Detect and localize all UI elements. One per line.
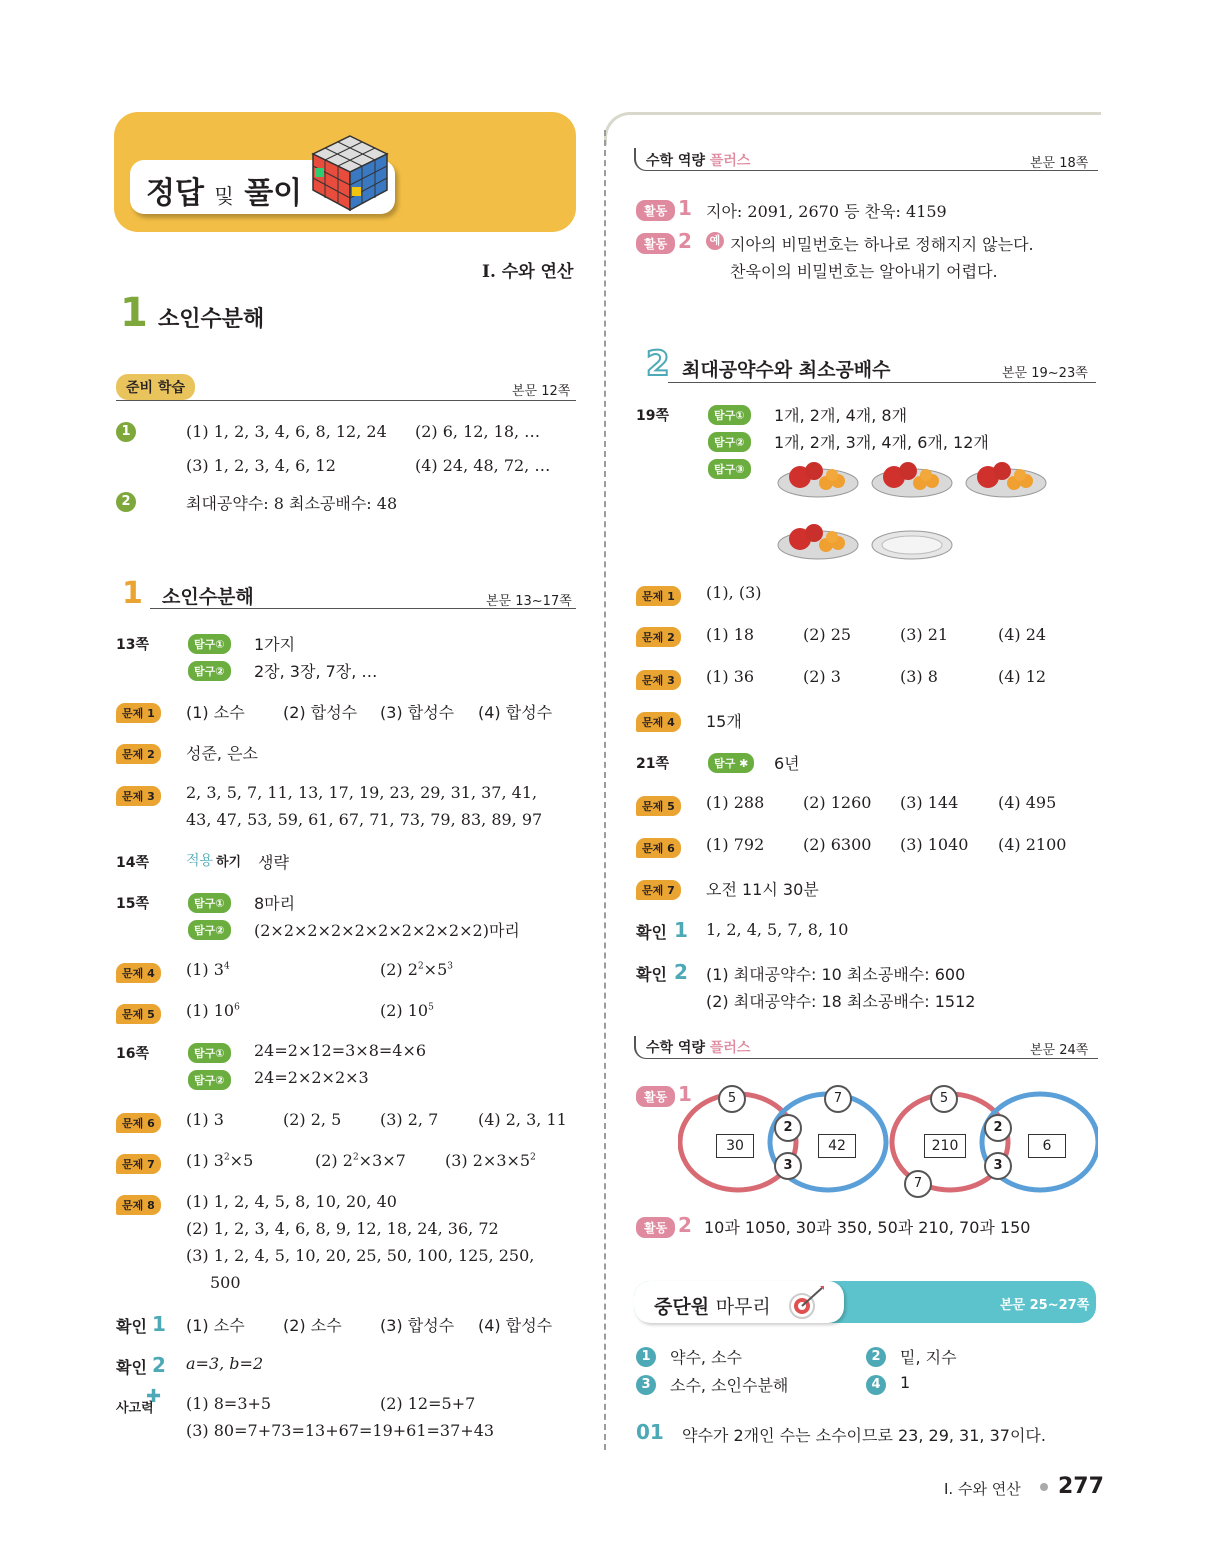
ex6-c: (3) 2, 7	[380, 1110, 439, 1129]
plus-icon: ✚	[146, 1386, 162, 1407]
s2-ex3-d: (4) 12	[998, 667, 1047, 686]
s2-ex2-badge: 문제 2	[636, 627, 681, 647]
check1-c: (3) 합성수	[380, 1316, 455, 1335]
sec2-underline	[668, 382, 1096, 383]
think-b: (2) 12=5+7	[380, 1394, 476, 1413]
ex7-a: (1) $3^2\times 5$	[186, 1151, 254, 1170]
sec2-number: 2	[646, 344, 670, 384]
s2-ex6-c: (3) 1040	[900, 835, 969, 854]
prep-q2: 최대공약수: 8 최소공배수: 48	[186, 494, 398, 513]
think-c: (3) 80=7+73=13+67=19+61=37+43	[186, 1421, 495, 1440]
plate-2	[872, 462, 952, 497]
ex6-d: (4) 2, 3, 11	[478, 1110, 567, 1129]
review-item-4: 1	[900, 1373, 911, 1392]
act2-ans-1: 지아의 비밀번호는 하나로 정해지지 않는다.	[730, 235, 1034, 254]
d1-top-right: 7	[824, 1085, 852, 1113]
s2-ex7-ans: 오전 11시 30분	[706, 880, 819, 899]
s2-check2-num: 2	[674, 960, 688, 984]
tamgu-16-2: 탐구②	[188, 1070, 231, 1090]
plus1-page: 본문 18쪽	[1030, 156, 1089, 171]
ex4-b: (2) $2^2\times 5^3$	[380, 960, 453, 979]
title-part-c: 풀이	[244, 176, 303, 211]
review-num-1: 1	[636, 1347, 656, 1367]
tamgu-15-2: 탐구②	[188, 920, 231, 940]
prep-num-1: 1	[116, 422, 136, 442]
plus2-act1-badge: 활동	[636, 1086, 675, 1107]
check2-ans: a=3, b=2	[186, 1354, 264, 1373]
ex8-c: (3) 1, 2, 4, 5, 10, 20, 25, 50, 100, 125, 250,	[186, 1246, 535, 1265]
prep-page: 본문 12쪽	[512, 384, 571, 399]
tamgu-19-1: 탐구①	[708, 405, 751, 425]
review-num-3: 3	[636, 1375, 656, 1395]
footer-chapter: Ⅰ. 수와 연산	[944, 1480, 1021, 1498]
s2-check1-num: 1	[674, 918, 688, 942]
s2-ex2-a: (1) 18	[706, 625, 755, 644]
s2-ex2-d: (4) 24	[998, 625, 1047, 644]
d1-top-left: 5	[718, 1085, 746, 1113]
ex1-d: (4) 합성수	[478, 703, 553, 722]
example-mark: 예	[706, 232, 724, 250]
d1-mid-2: 3	[774, 1152, 802, 1180]
d2-mid-2: 3	[984, 1152, 1012, 1180]
act1-badge: 활동	[636, 200, 675, 221]
title-part-a: 정답	[146, 176, 204, 211]
s2-ex3-badge: 문제 3	[636, 670, 681, 690]
d2-box-right: 6	[1028, 1134, 1066, 1158]
s2-ex1-ans: (1), (3)	[706, 583, 762, 602]
ex2-badge: 문제 2	[116, 744, 161, 764]
act2-num: 2	[678, 229, 692, 253]
check1-d: (4) 합성수	[478, 1316, 553, 1335]
s2-ex5-badge: 문제 5	[636, 796, 681, 816]
sub1-title: 소인수분해	[162, 586, 254, 608]
d2-top-left: 5	[930, 1085, 958, 1113]
prep-num-2: 2	[116, 492, 136, 512]
s2-check2-ans-1: (1) 최대공약수: 10 최소공배수: 600	[706, 965, 966, 984]
s2-ex4-ans: 15개	[706, 712, 742, 731]
ex8-d: 500	[210, 1273, 241, 1292]
plus2-page: 본문 24쪽	[1030, 1043, 1089, 1058]
check1-label: 확인	[116, 1317, 147, 1336]
ex2-ans: 성준, 은소	[186, 744, 258, 763]
tamgu-19-2-ans: 1개, 2개, 3개, 4개, 6개, 12개	[774, 433, 989, 452]
ex5-b: (2) $10^5$	[380, 1001, 434, 1020]
tamgu-19-1-ans: 1개, 2개, 4개, 8개	[774, 406, 908, 425]
plate-1	[778, 462, 858, 497]
d1-box-left: 30	[716, 1134, 754, 1158]
tamgu-13-2: 탐구②	[188, 661, 231, 681]
ex3-badge: 문제 3	[116, 786, 161, 806]
prep-q1-d: (4) 24, 48, 72, …	[415, 456, 551, 475]
p19-label: 19쪽	[636, 408, 670, 424]
ex7-badge: 문제 7	[116, 1154, 161, 1174]
rubiks-cube-icon	[305, 128, 395, 214]
p15-label: 15쪽	[116, 896, 150, 912]
plus2-tag: 수학 역량 플러스	[646, 1040, 751, 1056]
d2-mid-1: 2	[984, 1114, 1012, 1142]
ex8-a: (1) 1, 2, 4, 5, 8, 10, 20, 40	[186, 1192, 397, 1211]
sub1-underline	[150, 608, 576, 609]
title-part-b: 및	[214, 184, 234, 208]
think-label: 사고력	[116, 1401, 154, 1416]
s2-check2-label: 확인	[636, 965, 667, 984]
plus2-act2-badge: 활동	[636, 1217, 675, 1238]
target-icon	[786, 1284, 826, 1320]
ex6-a: (1) 3	[186, 1110, 224, 1129]
tamgu-21-ans: 6년	[774, 754, 800, 773]
prep-tag: 준비 학습	[116, 374, 195, 400]
check1-a: (1) 소수	[186, 1316, 245, 1335]
s2-check1-label: 확인	[636, 923, 667, 942]
plus1-tag: 수학 역량 플러스	[646, 153, 751, 169]
tamgu-21: 탐구 ✱	[708, 753, 754, 773]
prep-q1-c: (3) 1, 2, 3, 4, 6, 12	[186, 456, 336, 475]
p14-label: 14쪽	[116, 855, 150, 871]
apply-ans: 생략	[258, 853, 289, 872]
tamgu-13-1-ans: 1가지	[254, 635, 296, 654]
check1-b: (2) 소수	[283, 1316, 342, 1335]
d2-box-left: 210	[924, 1134, 966, 1158]
review-item-2: 밑, 지수	[900, 1348, 957, 1367]
sub1-page: 본문 13~17쪽	[486, 594, 572, 609]
plus2-act2-ans: 10과 1050, 30과 350, 50과 210, 70과 150	[704, 1218, 1031, 1237]
d2-bottom-left: 7	[904, 1170, 932, 1198]
tamgu-13-1: 탐구①	[188, 634, 231, 654]
review-item-1: 약수, 소수	[670, 1348, 742, 1367]
tamgu-13-2-ans: 2장, 3장, 7장, …	[254, 662, 378, 681]
think-a: (1) 8=3+5	[186, 1394, 272, 1413]
prep-q1-b: (2) 6, 12, 18, …	[415, 422, 541, 441]
prep-q1-a: (1) 1, 2, 3, 4, 6, 8, 12, 24	[186, 422, 387, 441]
ex4-badge: 문제 4	[116, 963, 161, 983]
ex3-ans-1: 2, 3, 5, 7, 11, 13, 17, 19, 23, 29, 31, 37, 41,	[186, 783, 538, 802]
s2-ex6-a: (1) 792	[706, 835, 765, 854]
ex4-a: (1) $3^4$	[186, 960, 230, 979]
plus2-act2-num: 2	[678, 1213, 692, 1237]
ex1-b: (2) 합성수	[283, 703, 358, 722]
ex3-ans-2: 43, 47, 53, 59, 61, 67, 71, 73, 79, 83, 89, 97	[186, 810, 543, 829]
ex5-badge: 문제 5	[116, 1004, 161, 1024]
check2-label: 확인	[116, 1358, 147, 1377]
s2-ex2-b: (2) 25	[803, 625, 852, 644]
ex7-c: (3) $2\times 3\times 5^2$	[445, 1151, 536, 1170]
s2-ex4-badge: 문제 4	[636, 712, 681, 732]
s2-ex5-c: (3) 144	[900, 793, 959, 812]
prep-underline	[116, 400, 576, 401]
p21-label: 21쪽	[636, 756, 670, 772]
tamgu-15-2-ans: (2×2×2×2×2×2×2×2×2×2)마리	[254, 921, 520, 940]
p13-label: 13쪽	[116, 637, 150, 653]
p16-label: 16쪽	[116, 1046, 150, 1062]
s2-ex2-c: (3) 21	[900, 625, 949, 644]
section1-title: 소인수분해	[158, 307, 265, 332]
s2-ex5-b: (2) 1260	[803, 793, 872, 812]
section1-number: 1	[120, 290, 148, 336]
s2-check2-ans-2: (2) 최대공약수: 18 최소공배수: 1512	[706, 992, 976, 1011]
ex8-b: (2) 1, 2, 3, 4, 6, 8, 9, 12, 18, 24, 36, 72	[186, 1219, 499, 1238]
page-title	[146, 168, 302, 212]
s2-check1-ans: 1, 2, 4, 5, 7, 8, 10	[706, 920, 849, 939]
s2-ex6-badge: 문제 6	[636, 838, 681, 858]
page-number: 277	[1058, 1474, 1104, 1499]
ex5-a: (1) $10^6$	[186, 1001, 240, 1020]
plate-3	[966, 462, 1046, 497]
s2-ex6-b: (2) 6300	[803, 835, 872, 854]
act1-num: 1	[678, 196, 692, 220]
act1-ans: 지아: 2091, 2670 등 찬욱: 4159	[706, 202, 947, 221]
review-page: 본문 25~27쪽	[1000, 1298, 1090, 1313]
column-divider	[604, 130, 606, 1450]
check2-num: 2	[152, 1353, 166, 1377]
sub1-number: 1	[122, 576, 143, 611]
tamgu-16-2-ans: 24=2×2×2×3	[254, 1068, 369, 1087]
ex1-a: (1) 소수	[186, 703, 245, 722]
tamgu-19-2: 탐구②	[708, 432, 751, 452]
fruit-plates-illustration	[774, 455, 1054, 567]
apply-b: 하기	[216, 855, 242, 870]
act2-ans-2: 찬욱이의 비밀번호는 알아내기 어렵다.	[730, 262, 998, 281]
review-num-4: 4	[866, 1375, 886, 1395]
sec2-title: 최대공약수와 최소공배수	[682, 359, 891, 381]
plate-5-empty	[872, 531, 952, 559]
ex6-badge: 문제 6	[116, 1113, 161, 1133]
s2-ex5-d: (4) 495	[998, 793, 1057, 812]
s2-ex3-a: (1) 36	[706, 667, 755, 686]
d1-box-right: 42	[818, 1134, 856, 1158]
sec2-page: 본문 19~23쪽	[1002, 366, 1088, 381]
s2-ex5-a: (1) 288	[706, 793, 765, 812]
review-item-3: 소수, 소인수분해	[670, 1376, 789, 1395]
s2-ex6-d: (4) 2100	[998, 835, 1067, 854]
tamgu-16-1-ans: 24=2×12=3×8=4×6	[254, 1041, 427, 1060]
apply-a: 적용	[186, 853, 214, 869]
q01-num: 01	[636, 1420, 664, 1444]
ex7-b: (2) $2^2\times 3\times 7$	[315, 1151, 406, 1170]
tamgu-16-1: 탐구①	[188, 1043, 231, 1063]
ex6-b: (2) 2, 5	[283, 1110, 342, 1129]
ex8-badge: 문제 8	[116, 1195, 161, 1215]
review-num-2: 2	[866, 1347, 886, 1367]
tamgu-15-1: 탐구①	[188, 893, 231, 913]
d1-mid-1: 2	[774, 1114, 802, 1142]
s2-ex1-badge: 문제 1	[636, 586, 681, 606]
plus2-act1-num: 1	[678, 1082, 692, 1106]
review-title: 중단원 마무리	[654, 1296, 771, 1318]
s2-ex3-b: (2) 3	[803, 667, 841, 686]
ex1-badge: 문제 1	[116, 703, 161, 723]
s2-ex7-badge: 문제 7	[636, 880, 681, 900]
footer-dot	[1040, 1483, 1048, 1491]
ex1-c: (3) 합성수	[380, 703, 455, 722]
chapter-label: Ⅰ. 수와 연산	[482, 262, 574, 282]
act2-badge: 활동	[636, 233, 675, 254]
tamgu-15-1-ans: 8마리	[254, 894, 296, 913]
check1-num: 1	[152, 1312, 166, 1336]
plate-4	[778, 524, 858, 559]
tamgu-19-3: 탐구③	[708, 459, 751, 479]
s2-ex3-c: (3) 8	[900, 667, 938, 686]
q01-ans: 약수가 2개인 수는 소수이므로 23, 29, 31, 37이다.	[682, 1426, 1046, 1445]
right-column-frame	[604, 112, 1101, 145]
